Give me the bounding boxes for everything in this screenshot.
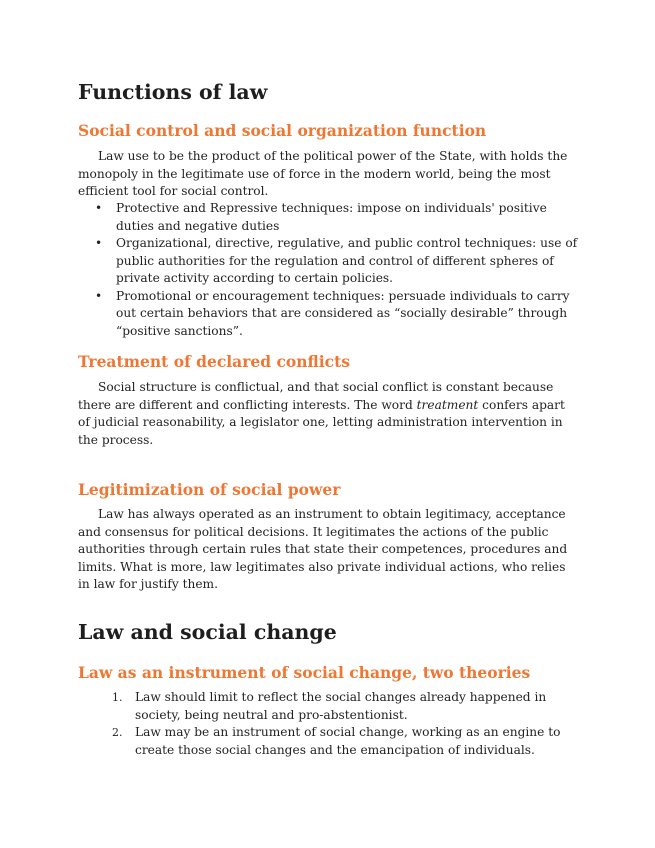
subheading-legitimization: Legitimization of social power: [78, 480, 341, 499]
paragraph-legitimization: Law has always operated as an instrument to obtain legitimacy, acceptance and consensus for political decisions. It legitimates the actions of the public authorities through certain rules that state their competences, procedures and limits. What is more, law legitimates also private individual actions, who relies in law for justify them.: [78, 507, 568, 591]
subheading-two-theories: Law as an instrument of social change, two theories: [78, 663, 531, 682]
list-item: • Promotional or encouragement techniques: persuade individuals to carry out certain behaviors that are considered as “socially desirable” through “positive sanctions”.: [78, 288, 578, 341]
subheading-social-control: Social control and social organization function: [78, 121, 487, 140]
paragraph-social-control: Law use to be the product of the political power of the State, with holds the monopoly in the legitimate use of force in the modern world, being the most efficient tool for social control.: [78, 149, 568, 198]
paragraph-treatment-conflicts: Social structure is conflictual, and that social conflict is constant because there are different and conflicting interests. The word treatment confers apart of judicial reasonability, a legislator one, letting administration intervention in the process.: [78, 380, 565, 447]
list-number: 1.: [112, 691, 123, 704]
list-item: • Protective and Repressive techniques: impose on individuals' positive duties and negative duties: [78, 200, 578, 235]
list-item: 1. Law should limit to reflect the social changes already happened in society, being neutral and pro-abstentionist.: [112, 690, 547, 722]
list-item: 2. Law may be an instrument of social change, working as an engine to create those social changes and the emancipation of individuals.: [112, 725, 561, 757]
heading-functions-of-law: Functions of law: [78, 80, 268, 104]
numbered-list-theories: [78, 689, 578, 759]
subheading-treatment-conflicts: Treatment of declared conflicts: [78, 352, 350, 371]
bullet-list-techniques: [78, 200, 578, 340]
heading-law-and-social-change: Law and social change: [78, 620, 337, 644]
list-item: • Organizational, directive, regulative, and public control techniques: use of public authorities for the regulation and control of different spheres of private activity according to certain policies.: [78, 235, 578, 288]
italic-term: treatment: [416, 397, 479, 412]
list-number: 2.: [112, 726, 123, 739]
